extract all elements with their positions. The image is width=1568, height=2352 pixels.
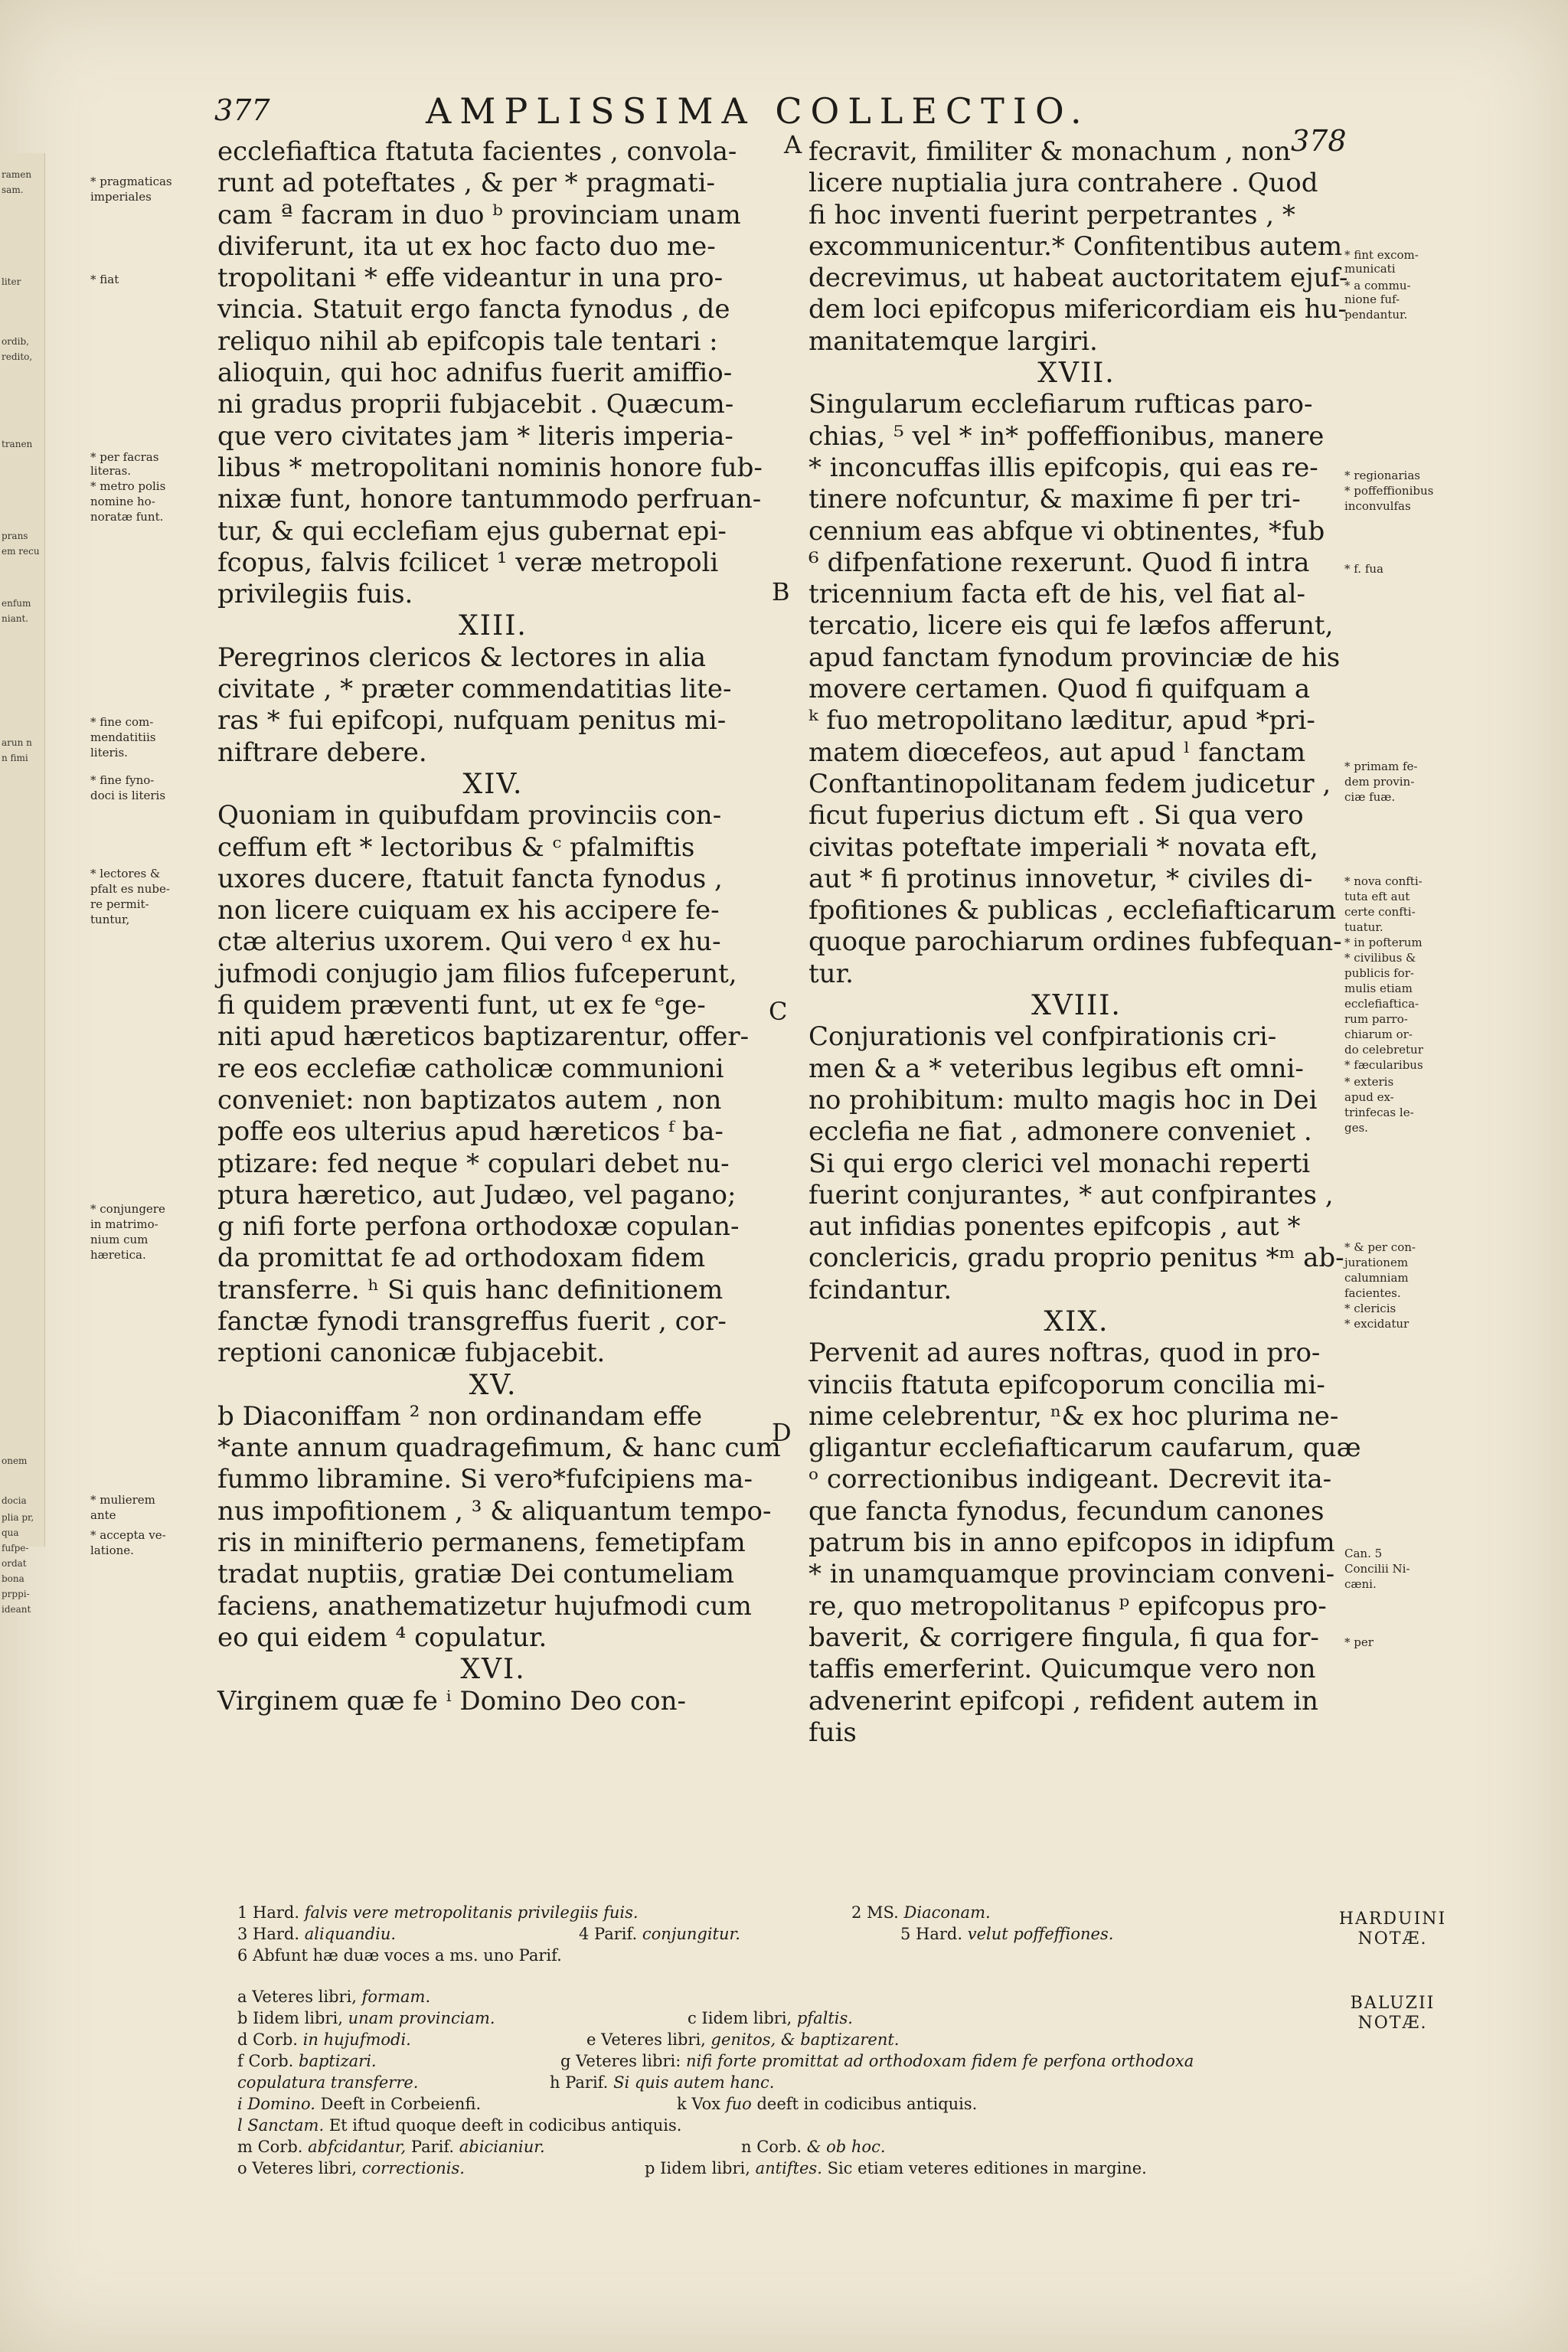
- margin-note: calumniam: [1344, 1271, 1409, 1285]
- note-k: k Vox fuo deeft in codicibus antiquis.: [677, 2095, 978, 2113]
- note-e: e Veteres libri, genitos, & baptizarent.: [586, 2030, 900, 2049]
- margin-note: * lectores &: [90, 867, 161, 880]
- text-line: dem loci epifcopus mifericordiam eis hu-: [808, 294, 1347, 325]
- text-line: ᵏ fuo metropolitano læditur, apud *pri-: [808, 705, 1315, 737]
- strip-fragment: arun n: [2, 737, 32, 748]
- strip-fragment: em recu: [2, 546, 40, 557]
- text-line: ni gradus proprii fubjacebit . Quæcum-: [217, 389, 734, 420]
- text-line: fecravit, fimiliter & monachum , non: [808, 136, 1291, 167]
- text-line: conclericis, gradu proprio penitus *ᵐ ab-: [808, 1243, 1344, 1274]
- text-line: tinere nofcuntur, & maxime fi per tri-: [808, 484, 1301, 515]
- margin-note: * & per con-: [1344, 1240, 1416, 1254]
- text-line: ris in minifterio permanens, femetipfam: [217, 1527, 746, 1559]
- note-o: o Veteres libri, correctionis.: [237, 2159, 465, 2177]
- strip-fragment: prppi-: [2, 1589, 30, 1599]
- text-line: manitatemque largiri.: [808, 325, 1098, 357]
- text-line: patrum bis in anno epifcopos in idipfum: [808, 1527, 1335, 1559]
- footnote-5: 5 Hard. velut poffeffiones.: [900, 1925, 1114, 1943]
- text-line: civitate , * præter commendatitias lite-: [217, 674, 732, 705]
- strip-fragment: ramen: [2, 169, 32, 180]
- margin-note: * excidatur: [1344, 1317, 1410, 1331]
- text-line: niti apud hæreticos baptizarentur, offer-: [217, 1021, 750, 1053]
- text-line: baverit, & corrigere fingula, fi qua for-: [808, 1622, 1319, 1653]
- margin-note: apud ex-: [1344, 1090, 1394, 1104]
- text-line: tradat nuptiis, gratiæ Dei contumeliam: [217, 1559, 734, 1590]
- margin-note: * poffeffionibus: [1344, 484, 1434, 498]
- harduini-label: HARDUINI NOTÆ.: [1338, 1909, 1447, 1949]
- strip-fragment: bona: [2, 1573, 24, 1584]
- text-line: privilegiis fuis.: [217, 579, 413, 610]
- margin-note: municati: [1344, 262, 1396, 276]
- margin-letter-d: D: [772, 1418, 792, 1447]
- margin-note: * regionarias: [1344, 469, 1420, 482]
- margin-note: nium cum: [90, 1233, 149, 1246]
- strip-fragment: niant.: [2, 613, 29, 624]
- note-n: n Corb. & ob hoc.: [741, 2138, 886, 2156]
- margin-note: noratæ funt.: [90, 510, 164, 524]
- text-line: cennium eas abfque vi obtinentes, *fub: [808, 515, 1325, 547]
- section-heading: XVIII.: [1031, 990, 1122, 1022]
- note-f: f Corb. baptizari.: [237, 2052, 377, 2070]
- margin-note: * fint excom-: [1344, 248, 1419, 262]
- adjacent-page-strip: [0, 153, 45, 1615]
- text-line: tricennium facta eft de his, vel fiat al-: [808, 579, 1305, 610]
- margin-note: chiarum or-: [1344, 1027, 1413, 1041]
- section-heading: XIX.: [1044, 1305, 1109, 1338]
- margin-note: in matrimo-: [90, 1217, 158, 1231]
- text-line: aut * fi protinus innovetur, * civiles di-: [808, 863, 1313, 894]
- text-line: gligantur ecclefiafticarum caufarum, quæ: [808, 1432, 1361, 1464]
- strip-fragment: prans: [2, 531, 28, 541]
- text-line: ctæ alterius uxorem. Qui vero ᵈ ex hu-: [217, 926, 721, 958]
- margin-letter-c: C: [769, 997, 788, 1026]
- footnote-3: 3 Hard. aliquandiu.: [237, 1925, 397, 1943]
- text-line: libus * metropolitani nominis honore fub-: [217, 452, 763, 483]
- text-line: movere certamen. Quod fi quifquam a: [808, 674, 1311, 705]
- text-line: fummo libramine. Si vero*fufcipiens ma-: [217, 1464, 753, 1495]
- text-line: Pervenit ad aures noftras, quod in pro-: [808, 1338, 1321, 1369]
- note-g-cont: copulatura transferre.: [237, 2073, 419, 2092]
- text-line: fpofitiones & publicas , ecclefiafticarum: [808, 895, 1337, 926]
- text-line: fi hoc inventi fuerint perpetrantes , *: [808, 199, 1295, 230]
- text-line: nime celebrentur, ⁿ& ex hoc plurima ne-: [808, 1400, 1339, 1432]
- margin-note: * fine fyno-: [90, 773, 155, 787]
- margin-note: do celebretur: [1344, 1043, 1423, 1057]
- note-g: g Veteres libri: nifi forte promittat ad orthodoxam fidem fe perfona orthodoxa: [560, 2052, 1194, 2070]
- note-i: i Domino. Deeft in Corbeienfi.: [237, 2095, 482, 2113]
- strip-fragment: qua: [2, 1527, 19, 1538]
- text-line: da promittat fe ad orthodoxam fidem: [217, 1243, 706, 1274]
- text-line: b Diaconiffam ² non ordinandam effe: [217, 1400, 703, 1432]
- text-line: Si qui ergo clerici vel monachi reperti: [808, 1148, 1311, 1179]
- text-line: cam ª facram in duo ᵇ provinciam unam: [217, 199, 741, 230]
- text-line: Virginem quæ fe ⁱ Domino Deo con-: [217, 1685, 686, 1717]
- strip-fragment: n fimi: [2, 753, 28, 763]
- text-line: ceffum eft * lectoribus & ᶜ pfalmiftis: [217, 831, 695, 863]
- strip-fragment: fufpe-: [2, 1543, 29, 1553]
- section-heading: XIV.: [462, 768, 524, 800]
- text-line: fcindantur.: [808, 1274, 952, 1305]
- page-number-right: 378: [1291, 124, 1347, 158]
- section-heading: XIII.: [459, 610, 528, 642]
- text-line: tur, & qui ecclefiam ejus gubernat epi-: [217, 515, 727, 547]
- text-line: ptura hæretico, aut Judæo, vel pagano;: [217, 1179, 737, 1210]
- margin-note: * per facras: [90, 450, 159, 464]
- baluzii-label: BALUZII NOTÆ.: [1350, 1994, 1436, 2033]
- text-line: uxores ducere, ftatuit fancta fynodus ,: [217, 863, 723, 894]
- text-line: vincia. Statuit ergo fancta fynodus , de: [217, 294, 730, 325]
- margin-note: * f. fua: [1344, 562, 1383, 576]
- text-line: fcopus, falvis fcilicet ¹ veræ metropoli: [217, 547, 719, 578]
- strip-fragment: ideant: [2, 1604, 31, 1615]
- note-d: d Corb. in hujufmodi.: [237, 2030, 411, 2049]
- margin-note: hæretica.: [90, 1248, 146, 1262]
- footnote-4: 4 Parif. conjungitur.: [579, 1925, 740, 1943]
- text-line: faciens, anathematizetur hujufmodi cum: [217, 1590, 752, 1622]
- text-line: men & a * veteribus legibus eft omni-: [808, 1053, 1304, 1084]
- margin-note: ciæ fuæ.: [1344, 790, 1396, 804]
- text-line: Singularum ecclefiarum rufticas paro-: [808, 389, 1313, 420]
- text-line: * inconcuffas illis epifcopis, qui eas re-: [808, 452, 1318, 483]
- text-line: Conjurationis vel confpirationis cri-: [808, 1021, 1277, 1053]
- text-line: apud fanctam fynodum provinciæ de his: [808, 642, 1341, 673]
- text-line: quoque parochiarum ordines fubfequan-: [808, 926, 1342, 958]
- margin-note: * per: [1344, 1635, 1374, 1649]
- margin-note: Can. 5: [1344, 1547, 1383, 1560]
- text-line: fuis: [808, 1717, 857, 1748]
- text-line: Quoniam in quibufdam provinciis con-: [217, 800, 722, 831]
- margin-note: tuntur,: [90, 913, 130, 926]
- note-m: m Corb. abfcidantur, Parif. abicianiur.: [237, 2138, 545, 2156]
- section-heading: XV.: [469, 1369, 518, 1401]
- margin-note: * a commu-: [1344, 279, 1411, 292]
- margin-note: * civilibus &: [1344, 951, 1416, 965]
- margin-note: pfalt es nube-: [90, 882, 170, 896]
- margin-note: * metro polis: [90, 479, 166, 493]
- text-line: tur.: [808, 958, 854, 989]
- margin-note: pendantur.: [1344, 308, 1408, 322]
- text-line: taffis emerferint. Quicumque vero non: [808, 1654, 1316, 1685]
- strip-fragment: ordat: [2, 1558, 27, 1569]
- margin-note: mulis etiam: [1344, 982, 1413, 995]
- note-l: l Sanctam. Et iftud quoque deeft in codicibus antiquis.: [237, 2116, 682, 2135]
- strip-fragment: tranen: [2, 439, 33, 449]
- text-line: runt ad poteftates , & per * pragmati-: [217, 168, 715, 199]
- note-b: b Iidem libri, unam provinciam.: [237, 2009, 495, 2027]
- margin-note: * accepta ve-: [90, 1528, 166, 1542]
- text-line: licere nuptialia jura contrahere . Quod: [808, 168, 1318, 199]
- margin-note: nione fuf-: [1344, 292, 1400, 306]
- text-line: vinciis ftatuta epifcoporum concilia mi-: [808, 1369, 1325, 1400]
- text-line: ecclefia ne fiat , admonere conveniet .: [808, 1116, 1312, 1148]
- text-line: decrevimus, ut habeat auctoritatem ejuf-: [808, 263, 1348, 294]
- text-line: jufmodi conjugio jam filios fufceperunt,: [217, 958, 737, 989]
- text-line: poffe eos ulterius apud hæreticos ᶠ ba-: [217, 1116, 724, 1148]
- text-line: tropolitani * effe videantur in una pro-: [217, 263, 724, 294]
- margin-note: * fæcularibus: [1344, 1058, 1423, 1072]
- strip-fragment: liter: [2, 276, 21, 287]
- margin-note: nomine ho-: [90, 495, 155, 508]
- margin-note: ante: [90, 1508, 116, 1522]
- margin-note: certe confti-: [1344, 905, 1416, 919]
- margin-note: * fiat: [90, 273, 119, 286]
- text-line: * in unamquamque provinciam conveni-: [808, 1559, 1335, 1590]
- running-title: AMPLISSIMA COLLECTIO.: [426, 90, 1090, 132]
- text-line: eo qui eidem ⁴ copulatur.: [217, 1622, 547, 1653]
- strip-fragment: sam.: [2, 185, 24, 195]
- text-line: excommunicentur.* Confitentibus autem: [808, 230, 1343, 262]
- strip-fragment: ordib,: [2, 336, 29, 347]
- text-line: nixæ funt, honore tantummodo perfruan-: [217, 484, 762, 515]
- margin-note: literas.: [90, 464, 132, 478]
- margin-letter-b: B: [772, 577, 790, 606]
- margin-note: jurationem: [1344, 1256, 1409, 1269]
- section-heading: XVII.: [1037, 358, 1116, 390]
- text-line: que vero civitates jam * literis imperia-: [217, 420, 733, 452]
- text-line: re eos ecclefiæ catholicæ communioni: [217, 1053, 724, 1084]
- text-line: ptizare: fed neque * copulari debet nu-: [217, 1148, 730, 1179]
- text-line: Peregrinos clericos & lectores in alia: [217, 642, 707, 673]
- margin-note: inconvulfas: [1344, 499, 1411, 513]
- text-line: fi quidem præventi funt, ut ex fe ᵉge-: [217, 990, 706, 1021]
- strip-fragment: docia: [2, 1495, 27, 1506]
- text-line: alioquin, qui hoc adnifus fuerit amiffio-: [217, 358, 733, 389]
- text-line: matem diœcefeos, aut apud ˡ fanctam: [808, 737, 1306, 768]
- text-line: niftrare debere.: [217, 737, 427, 768]
- text-line: ras * fui epifcopi, nufquam penitus mi-: [217, 705, 727, 737]
- margin-note: imperiales: [90, 190, 152, 204]
- margin-note: trinfecas le-: [1344, 1106, 1414, 1119]
- text-line: transferre. ʰ Si quis hanc definitionem: [217, 1274, 724, 1305]
- text-line: reptioni canonicæ fubjacebit.: [217, 1338, 606, 1369]
- margin-note: * mulierem: [90, 1493, 155, 1507]
- margin-note: * conjungere: [90, 1202, 165, 1216]
- margin-note: * exteris: [1344, 1075, 1394, 1089]
- text-line: ⁶ difpenfatione rexerunt. Quod fi intra: [808, 547, 1310, 578]
- margin-note: dem provin-: [1344, 775, 1415, 789]
- strip-fragment: enfum: [2, 598, 31, 609]
- text-line: advenerint epifcopi , refident autem in: [808, 1685, 1318, 1717]
- margin-note: ecclefiaftica-: [1344, 997, 1419, 1011]
- text-line: civitas poteftate imperiali * novata eft,: [808, 831, 1318, 863]
- footnote-1: 1 Hard. falvis vere metropolitanis privilegiis fuis.: [237, 1903, 639, 1922]
- text-line: fanctæ fynodi transgreffus fuerit , cor-: [217, 1305, 727, 1337]
- text-line: ecclefiaftica ftatuta facientes , convola-: [217, 136, 737, 167]
- margin-note: tuatur.: [1344, 920, 1383, 934]
- text-line: que fancta fynodus, fecundum canones: [808, 1495, 1325, 1527]
- margin-note: mendatitiis: [90, 730, 156, 744]
- text-line: ficut fuperius dictum eft . Si qua vero: [808, 800, 1304, 831]
- text-line: Conftantinopolitanam fedem judicetur ,: [808, 768, 1331, 799]
- text-line: no prohibitum: multo magis hoc in Dei: [808, 1084, 1318, 1116]
- margin-note: tuta eft aut: [1344, 890, 1410, 903]
- text-line: nus impofitionem , ³ & aliquantum tempo-: [217, 1495, 772, 1527]
- page-number-left: 377: [214, 93, 270, 127]
- footnote-2: 2 MS. Diaconam.: [851, 1903, 991, 1922]
- margin-note: * in pofterum: [1344, 936, 1423, 949]
- margin-note: * nova confti-: [1344, 874, 1423, 888]
- margin-note: re permit-: [90, 897, 149, 911]
- margin-note: Concilii Ni-: [1344, 1562, 1410, 1576]
- text-line: *ante annum quadragefimum, & hanc cum: [217, 1432, 781, 1464]
- text-line: diviferunt, ita ut ex hoc facto duo me-: [217, 230, 716, 262]
- note-a: a Veteres libri, formam.: [237, 1988, 431, 2006]
- margin-note: rum parro-: [1344, 1012, 1408, 1026]
- margin-note: ges.: [1344, 1121, 1368, 1135]
- left-text-column: [217, 136, 781, 1717]
- margin-note: * primam fe-: [1344, 760, 1418, 773]
- strip-fragment: onem: [2, 1455, 28, 1466]
- footnote-6: 6 Abfunt hæ duæ voces a ms. uno Parif.: [237, 1946, 562, 1965]
- margin-letter-a: A: [784, 130, 802, 159]
- margin-note: doci is literis: [90, 789, 166, 802]
- note-c: c Iidem libri, pfaltis.: [688, 2009, 853, 2027]
- text-line: reliquo nihil ab epifcopis tale tentari :: [217, 325, 718, 357]
- margin-note: * clericis: [1344, 1302, 1396, 1315]
- text-line: chias, ⁵ vel * in* poffeffionibus, manere: [808, 420, 1325, 452]
- margin-note: * fine com-: [90, 715, 154, 729]
- margin-note: latione.: [90, 1544, 134, 1557]
- margin-note: * pragmaticas: [90, 175, 172, 188]
- text-line: fuerint conjurantes, * aut confpirantes ,: [808, 1179, 1334, 1210]
- margin-note: publicis for-: [1344, 966, 1414, 980]
- text-line: conveniet: non baptizatos autem , non: [217, 1084, 722, 1116]
- text-line: tercatio, licere eis qui fe læfos afferunt,: [808, 610, 1334, 642]
- strip-fragment: redito,: [2, 351, 33, 362]
- text-line: aut infidias ponentes epifcopis , aut *: [808, 1211, 1301, 1243]
- margin-note: literis.: [90, 746, 128, 760]
- text-line: non licere cuiquam ex his accipere fe-: [217, 895, 720, 926]
- text-line: re, quo metropolitanus ᵖ epifcopus pro-: [808, 1590, 1327, 1622]
- margin-note: facientes.: [1344, 1286, 1401, 1300]
- note-p: p Iidem libri, antiftes. Sic etiam veteres editiones in margine.: [645, 2159, 1147, 2177]
- strip-fragment: plia pr,: [2, 1512, 34, 1523]
- text-line: g nifi forte perfona orthodoxæ copulan-: [217, 1211, 740, 1243]
- text-line: ᵒ correctionibus indigeant. Decrevit ita-: [808, 1464, 1332, 1495]
- note-h: h Parif. Si quis autem hanc.: [550, 2073, 775, 2092]
- section-heading: XVI.: [460, 1654, 526, 1686]
- margin-note: cæni.: [1344, 1577, 1377, 1591]
